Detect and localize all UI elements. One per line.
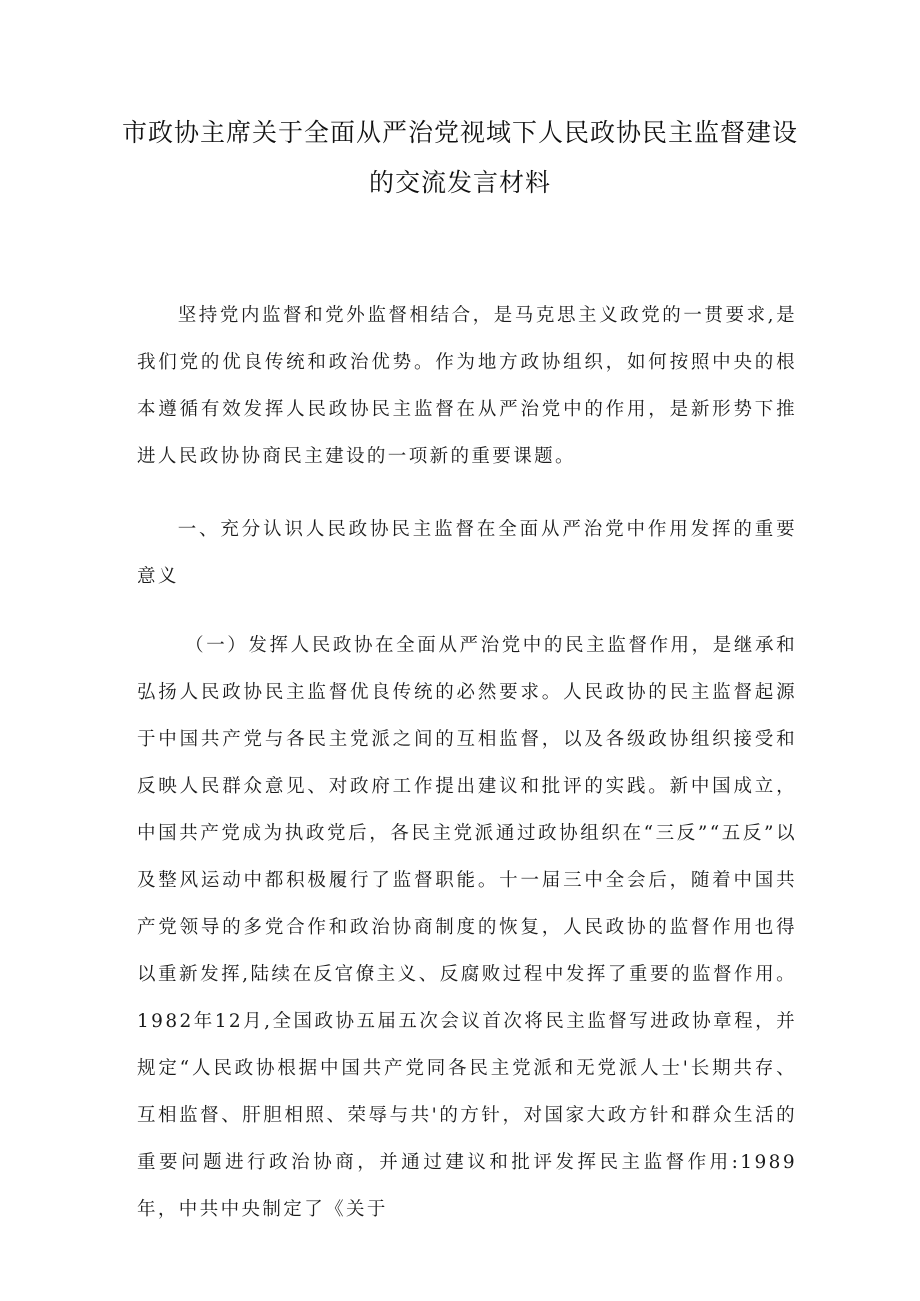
section-1-paragraph-1: （一）发挥人民政协在全面从严治党中的民主监督作用，是继承和弘扬人民政协民主监督优良传统的必然要求。人民政协的民主监督起源于中国共产党与各民主党派之间的互相监督，以及各级政协组织接受和反映人民群众意见、对政府工作提出建议和批评的实践。新中国成立，中国共产党成为执政党后，各民主党派通过政协组织在“三反”“五反”以及整风运动中都积极履行了监督职能。十一届三中全会后，随着中国共产党领导的多党合作和政治协商制度的恢复，人民政协的监督作用也得以重新发挥,陆续在反官僚主义、反腐败过程中发挥了重要的监督作用。1982年12月,全国政协五届五次会议首次将民主监督写进政协章程，并规定“人民政协根据中国共产党同各民主党派和无党派人士'长期共存、互相监督、肝胆相照、荣辱与共'的方针，对国家大政方针和群众生活的重要问题进行政治协商，并通过建议和批评发挥民主监督作用:1989年，中共中央制定了《关于 xyxy=(137,635,797,1220)
section-heading-1: 一、充分认识人民政协民主监督在全面从严治党中作用发挥的重要意义 xyxy=(137,519,797,587)
intro-paragraph: 坚持党内监督和党外监督相结合，是马克思主义政党的一贯要求,是我们党的优良传统和政治优势。作为地方政协组织，如何按照中央的根本遵循有效发挥人民政协民主监督在从严治党中的作用，是新形势下推进人民政协协商民主建设的一项新的重要课题。 xyxy=(137,305,797,467)
document-title: 市政协主席关于全面从严治党视域下人民政协民主监督建设的交流发言材料 xyxy=(121,118,798,197)
